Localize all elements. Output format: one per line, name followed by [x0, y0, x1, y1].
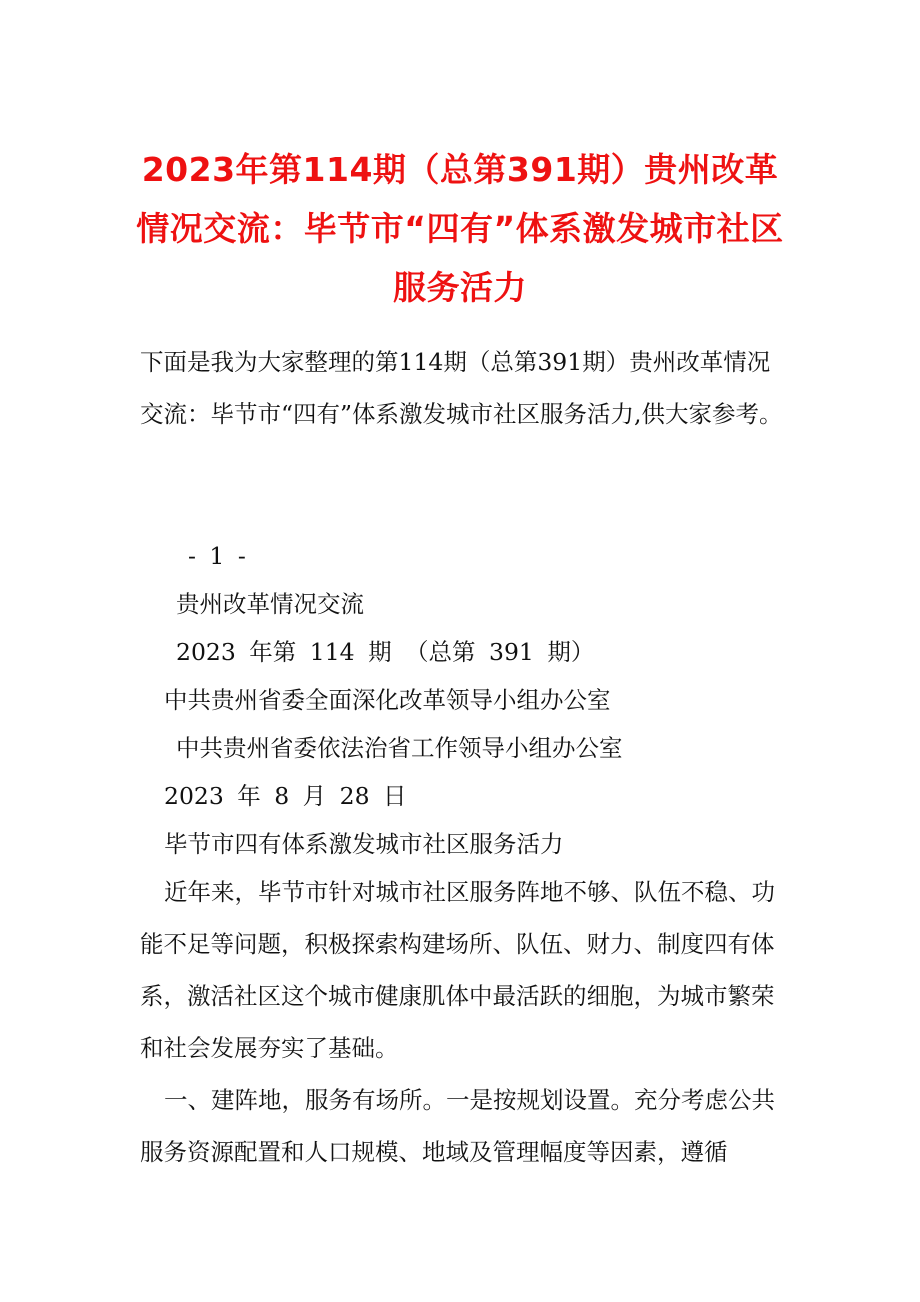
body-paragraph-2: 一、建阵地，服务有场所。一是按规划设置。充分考虑公共服务资源配置和人口规模、地域及管理幅度等因素，遵循	[140, 1086, 775, 1166]
intro-paragraph: 下面是我为大家整理的第114期（总第391期）贵州改革情况交流：毕节市“四有”体系激发城市社区服务活力,供大家参考。	[140, 348, 783, 428]
issuer-line-2: 中共贵州省委依法治省工作领导小组办公室	[176, 734, 623, 762]
issue-line: 2023 年第 114 期 （总第 391 期）	[176, 638, 595, 666]
page-marker: - 1 -	[188, 542, 246, 570]
body-paragraph-1: 近年来，毕节市针对城市社区服务阵地不够、队伍不稳、功能不足等问题，积极探索构建场所、队伍、财力、制度四有体系，激活社区这个城市健康肌体中最活跃的细胞，为城市繁荣和社会发展夯实了基础。	[140, 878, 775, 1062]
publication-date: 2023 年 8 月 28 日	[164, 782, 407, 810]
document-title: 2023年第114期（总第391期）贵州改革情况交流：毕节市“四有”体系激发城市社区服务活力	[136, 150, 784, 307]
article-title: 毕节市四有体系激发城市社区服务活力	[164, 830, 564, 858]
issuer-line-1: 中共贵州省委全面深化改革领导小组办公室	[164, 686, 611, 714]
publication-name: 贵州改革情况交流	[176, 590, 364, 618]
